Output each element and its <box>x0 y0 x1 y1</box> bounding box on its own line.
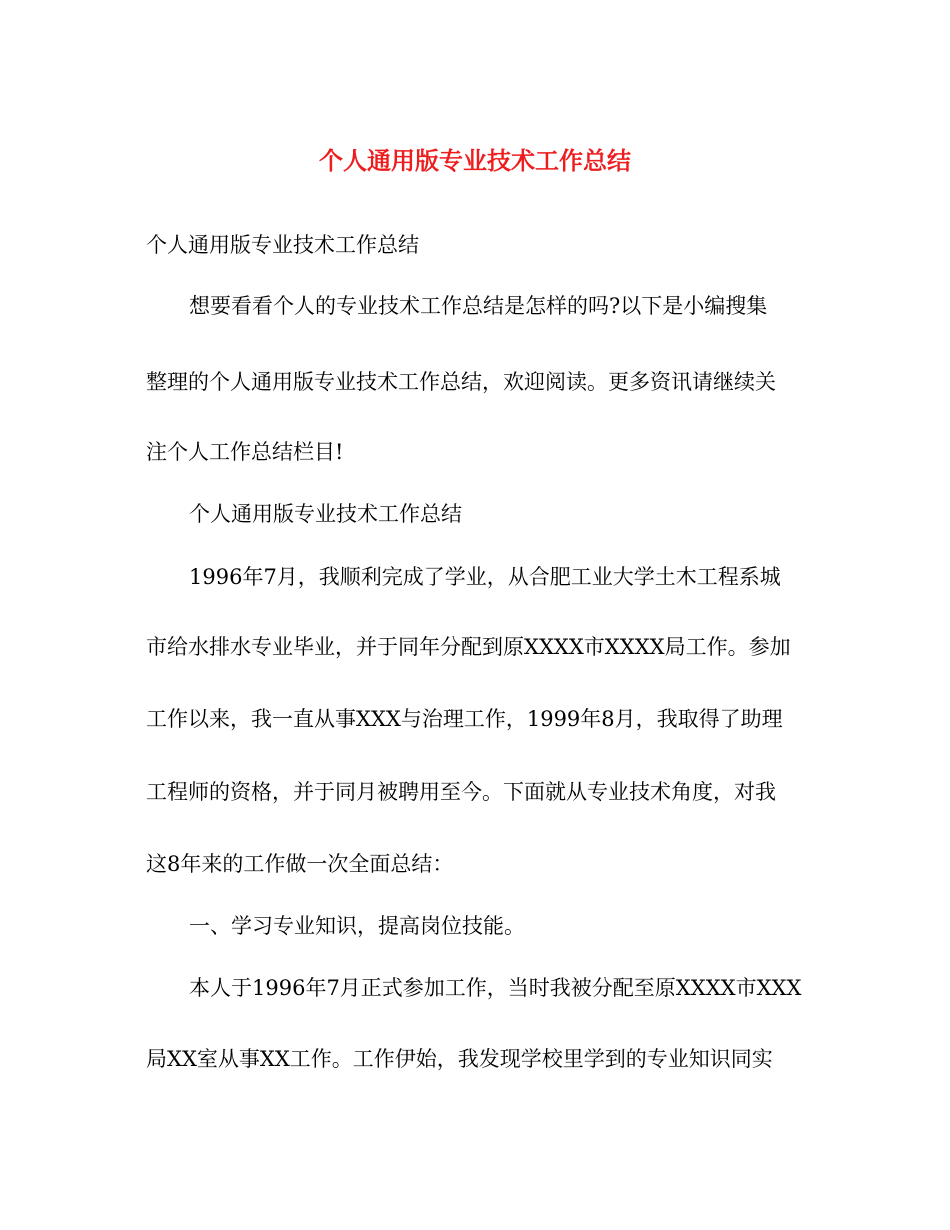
paragraph-line: 工程师的资格，并于同月被聘用至今。下面就从专业技术角度，对我 <box>146 780 776 804</box>
paragraph-line: 工作以来，我一直从事XXX与治理工作，1999年8月，我取得了助理 <box>146 707 783 731</box>
paragraph-line: 这8年来的工作做一次全面总结： <box>146 852 454 876</box>
paragraph-line: 整理的个人通用版专业技术工作总结，欢迎阅读。更多资讯请继续关 <box>146 370 776 394</box>
document-title: 个人通用版专业技术工作总结 <box>319 146 631 175</box>
paragraph-line: 想要看看个人的专业技术工作总结是怎样的吗?以下是小编搜集 <box>189 294 768 318</box>
section-heading-line: 个人通用版专业技术工作总结 <box>189 502 462 526</box>
paragraph-line: 局XX室从事XX工作。工作伊始，我发现学校里学到的专业知识同实 <box>146 1047 773 1071</box>
paragraph-line: 本人于1996年7月正式参加工作，当时我被分配至原XXXX市XXX <box>189 976 802 1000</box>
paragraph-line: 1996年7月，我顺利完成了学业，从合肥工业大学土木工程系城 <box>189 565 781 589</box>
subtitle-line: 个人通用版专业技术工作总结 <box>146 233 419 257</box>
paragraph-line: 注个人工作总结栏目! <box>146 440 344 464</box>
section-heading-line: 一、学习专业知识，提高岗位技能。 <box>189 914 525 938</box>
paragraph-line: 市给水排水专业毕业，并于同年分配到原XXXX市XXXX局工作。参加 <box>146 635 791 659</box>
